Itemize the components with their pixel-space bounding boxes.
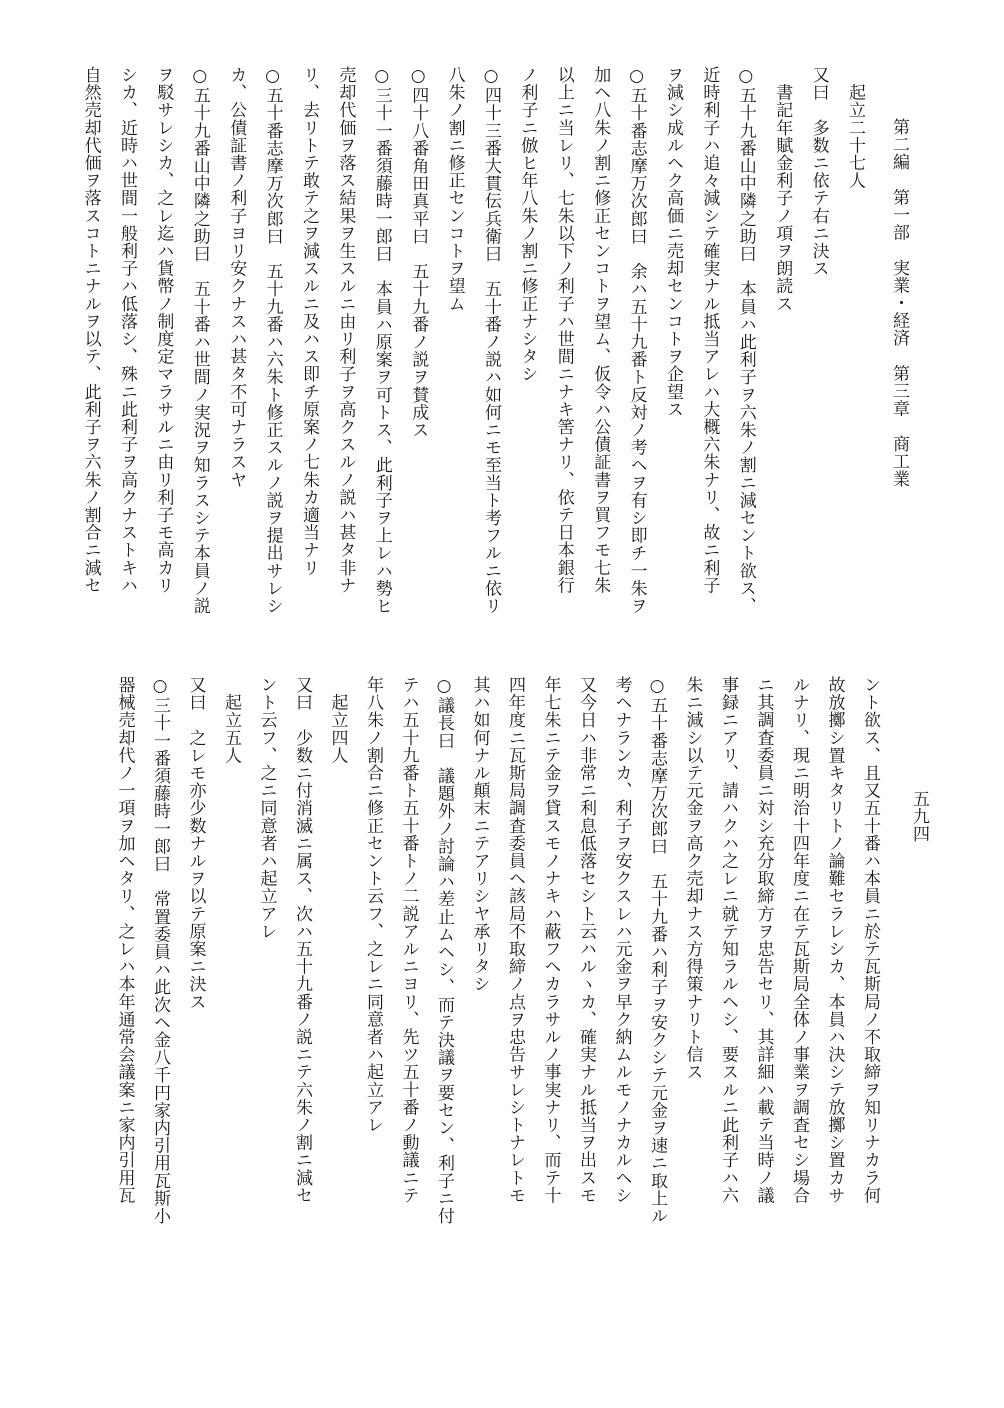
text-column: 売却代価ヲ落ス結果ヲ生スルニ由リ利子ヲ高クスルノ説ハ甚タ非ナ bbox=[335, 66, 356, 594]
text-column: ○四十八番角田真平曰 五十九番ノ説ヲ賛成ス bbox=[408, 66, 429, 439]
text-column: 又曰 少数ニ付消滅ニ属ス、次ハ五十九番ノ説ニテ六朱ノ割ニ減セ bbox=[292, 676, 312, 1204]
lower-text-block bbox=[40, 676, 900, 1276]
text-column: ニ其調査委員ニ対シ充分取締方ヲ忠告セリ、其詳細ハ載テ当時ノ議 bbox=[753, 676, 774, 1204]
text-column: 故放擲シ置キタリトノ論難セラレシカ、本員ハ決シテ放擲シ置カサ bbox=[824, 676, 845, 1204]
text-column: 起立五人 bbox=[221, 676, 241, 764]
text-column: 事録ニアリ、請ハクハ之レニ就テ知ラルヘシ、要スルニ此利子ハ六 bbox=[718, 676, 738, 1204]
text-column: ノ利子ニ倣ヒ年八朱ノ割ニ修正ナシタシ bbox=[517, 66, 538, 383]
upper-text-block bbox=[40, 66, 900, 656]
text-column: ○議長曰 議題外ノ討論ハ差止ムヘシ、而テ決議ヲ要セン、利子ニ付 bbox=[434, 676, 454, 1225]
text-column: 八朱ノ割ニ修正センコトヲ望ム bbox=[444, 66, 465, 313]
text-column: 書記年賦金利子ノ項ヲ朗読ス bbox=[772, 66, 793, 313]
text-column: ○五十九番山中隣之助曰 本員ハ此利子ヲ六朱ノ割ニ減セント欲ス、 bbox=[735, 66, 756, 615]
text-column: ルナリ、現ニ明治十四年度ニ在テ瓦斯局全体ノ事業ヲ調査セシ場合 bbox=[789, 676, 809, 1204]
running-head: 第二編 第一部 実業・経済 第三章 商工業 bbox=[889, 118, 909, 488]
text-column: 加ヘ八朱ノ割ニ修正センコトヲ望ム、仮令ハ公債証書ヲ買フモ七朱 bbox=[590, 66, 611, 594]
text-column: 年七朱ニテ金ヲ貸スモノナキハ蔽フヘカラサルノ事実ナリ、而テ十 bbox=[540, 676, 561, 1204]
text-column: 器械売却代ノ一項ヲ加ヘタリ、之レハ本年通常会議案ニ家内引用瓦 bbox=[114, 676, 135, 1204]
text-column: ○三十一番須藤時一郎曰 本員ハ原案ヲ可トス、此利子ヲ上レハ勢ヒ bbox=[371, 66, 392, 615]
text-column: ○五十番志摩万次郎曰 余ハ五十九番ト反対ノ考ヘヲ有シ即チ一朱ヲ bbox=[626, 66, 647, 615]
text-column: テハ五十九番ト五十番トノ二説アルニヨリ、先ツ五十番ノ動議ニテ bbox=[398, 676, 419, 1204]
text-column: ヲ駁サレシカ、之レ迄ハ貨幣ノ制度定マラサルニ由リ利子モ高カリ bbox=[153, 66, 174, 594]
text-column: 考ヘナランカ、利子ヲ安クスレハ元金ヲ早ク納ムルモノナカルヘシ bbox=[611, 676, 632, 1204]
text-column: ○五十九番山中隣之助曰 五十番ハ世間ノ実況ヲ知ラスシテ本員ノ説 bbox=[189, 66, 210, 615]
text-column: 又曰 多数ニ依テ右ニ決ス bbox=[808, 66, 829, 278]
text-column: 自然売却代価ヲ落スコトニナルヲ以テ、此利子ヲ六朱ノ割合ニ減セ bbox=[80, 66, 101, 594]
text-column: ント欲ス、且又五十番ハ本員ニ於テ瓦斯局ノ不取締ヲ知リナカラ何 bbox=[860, 676, 880, 1204]
text-column: ○五十番志摩万次郎曰 五十九番ハ六朱ト修正スルノ説ヲ提出サレシ bbox=[262, 66, 283, 615]
text-column: カ、公債証書ノ利子ヨリ安クナスハ甚タ不可ナラスヤ bbox=[226, 66, 247, 489]
text-column: 近時利子ハ追々減シテ確実ナル抵当アレハ大概六朱ナリ、故ニ利子 bbox=[699, 66, 720, 594]
text-column: ヲ減シ成ルヘク高価ニ売却センコトヲ企望ス bbox=[663, 66, 683, 418]
text-column: ○三十一番須藤時一郎曰 常置委員ハ此次ヘ金八千円家内引用瓦斯小 bbox=[150, 676, 170, 1225]
text-column: ント云フ、之ニ同意者ハ起立アレ bbox=[256, 676, 277, 940]
text-column: 朱ニ減シ以テ元金ヲ高ク売却ナス方得策ナリト信ス bbox=[682, 676, 703, 1081]
text-column: 其ハ如何ナル顛末ニテアリシヤ承リタシ bbox=[469, 676, 490, 993]
text-column: ○五十番志摩万次郎曰 五十九番ハ利子ヲ安クシテ元金ヲ速ニ取上ル bbox=[647, 676, 667, 1225]
text-column: 四年度ニ瓦斯局調査委員ヘ該局不取締ノ点ヲ忠告サレシトナレトモ bbox=[505, 676, 525, 1204]
text-column: 以上ニ当レリ、七朱以下ノ利子ハ世間ニナキ筈ナリ、依テ日本銀行 bbox=[553, 66, 574, 594]
text-column: 又今日ハ非常ニ利息低落セシト云ハルヽカ、確実ナル抵当ヲ出スモ bbox=[576, 676, 596, 1204]
text-column: 又曰 之レモ亦少数ナルヲ以テ原案ニ決ス bbox=[185, 676, 206, 1011]
text-column: シカ、近時ハ世間一般利子ハ低落シ、殊ニ此利子ヲ高クナストキハ bbox=[117, 66, 137, 594]
text-column: 起立二十七人 bbox=[845, 66, 865, 190]
page-number: 五九四 bbox=[909, 790, 929, 843]
text-column: 年八朱ノ割合ニ修正セント云フ、之レニ同意者ハ起立アレ bbox=[363, 676, 383, 1134]
text-column: リ、去リトテ敢テ之ヲ減スルニ及ハス即チ原案ノ七朱カ適当ナリ bbox=[299, 66, 319, 577]
text-column: ○四十三番大貫伝兵衛曰 五十番ノ説ハ如何ニモ至当ト考フルニ依リ bbox=[481, 66, 501, 615]
text-column: 起立四人 bbox=[327, 676, 348, 764]
